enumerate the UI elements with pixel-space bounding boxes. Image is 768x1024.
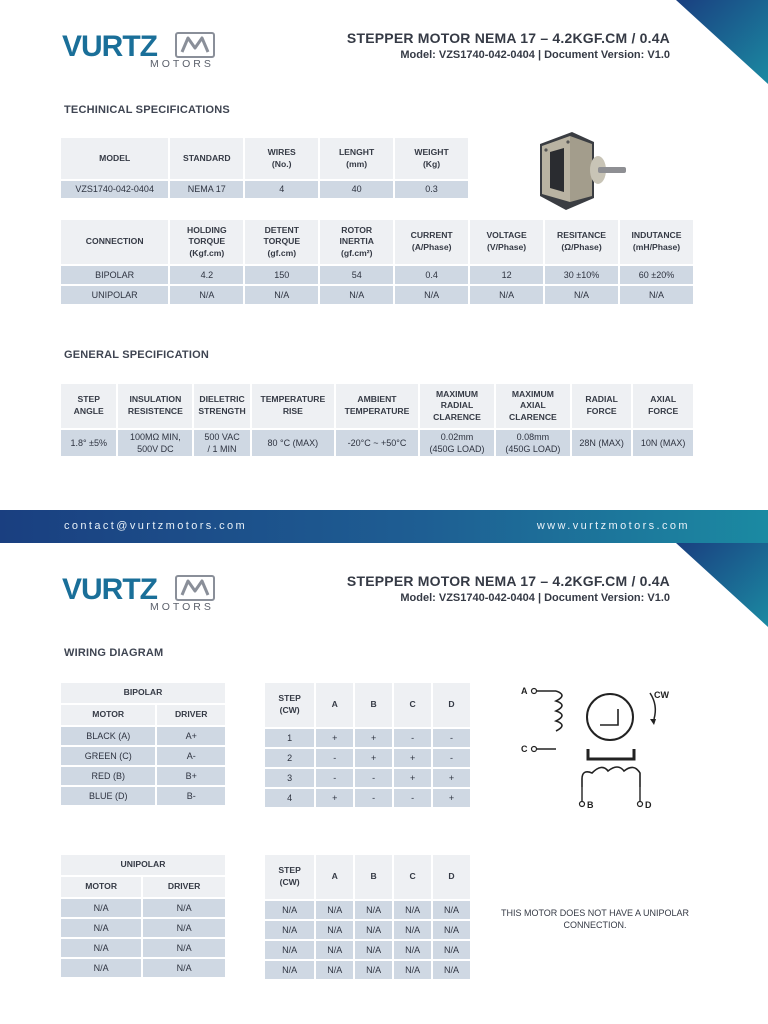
diagram-label-d: D xyxy=(645,800,652,810)
table-title-row xyxy=(61,683,225,703)
table-header-cell: INDUTANCE (mH/Phase) xyxy=(620,220,693,264)
table-cell: 500 VAC / 1 MIN xyxy=(194,430,249,456)
table-row xyxy=(61,767,225,785)
table-cell: 1 xyxy=(265,729,314,747)
table-row xyxy=(61,727,225,745)
table-header-row xyxy=(265,855,470,899)
table-cell: N/A xyxy=(433,941,470,959)
table-header-cell: WEIGHT (Kg) xyxy=(395,138,468,179)
brand-mark-icon xyxy=(175,575,215,601)
table-cell: 0.4 xyxy=(395,266,468,284)
table-header-cell: MAXIMUM AXIAL CLARENCE xyxy=(496,384,570,428)
brand-name: VURTZ xyxy=(62,573,157,606)
table-cell: BLACK (A) xyxy=(61,727,155,745)
website-link[interactable]: www.vurtzmotors.com xyxy=(536,520,690,532)
table-cell: 54 xyxy=(320,266,393,284)
table-title: UNIPOLAR xyxy=(61,855,225,875)
table-cell: 40 xyxy=(320,181,393,198)
table-cell: N/A xyxy=(61,919,141,937)
wiring-diagram xyxy=(518,683,678,815)
brand-logo xyxy=(62,28,222,72)
table-row xyxy=(265,921,470,939)
table-cell: N/A xyxy=(470,286,543,304)
table-row xyxy=(61,787,225,805)
unipolar-wiring-table xyxy=(59,853,227,979)
table-row xyxy=(265,901,470,919)
table-row xyxy=(265,729,470,747)
table-row xyxy=(61,266,693,284)
table-cell: 0.02mm (450G LOAD) xyxy=(420,430,494,456)
table-header-row xyxy=(61,138,468,179)
table-header-cell: TEMPERATURE RISE xyxy=(252,384,334,428)
table-cell: - xyxy=(394,789,431,807)
table-cell: + xyxy=(355,729,392,747)
table-cell: 0.3 xyxy=(395,181,468,198)
table-header-cell: AXIAL FORCE xyxy=(633,384,693,428)
table-row xyxy=(61,181,468,198)
general-spec-table xyxy=(59,382,695,458)
table-header-cell: STEP ANGLE xyxy=(61,384,116,428)
table-cell: + xyxy=(394,769,431,787)
table-header-cell: DIELETRIC STRENGTH xyxy=(194,384,249,428)
diagram-label-a: A xyxy=(521,686,528,696)
table-cell: RED (B) xyxy=(61,767,155,785)
table-cell: N/A xyxy=(143,939,225,957)
table-cell: N/A xyxy=(265,901,314,919)
table-cell: 30 ±10% xyxy=(545,266,618,284)
table-cell: -20°C ~ +50°C xyxy=(336,430,418,456)
table-header-row xyxy=(61,705,225,725)
table-header-cell: RESITANCE (Ω/Phase) xyxy=(545,220,618,264)
table-header-cell: A xyxy=(316,683,353,727)
table-cell: BLUE (D) xyxy=(61,787,155,805)
table-row xyxy=(61,286,693,304)
table-row xyxy=(61,939,225,957)
table-cell: 0.08mm (450G LOAD) xyxy=(496,430,570,456)
table-cell: VZS1740-042-0404 xyxy=(61,181,168,198)
table-cell: N/A xyxy=(355,921,392,939)
table-cell: 1.8° ±5% xyxy=(61,430,116,456)
table-row xyxy=(265,749,470,767)
table-header-cell: WIRES (No.) xyxy=(245,138,318,179)
table-cell: 150 xyxy=(245,266,318,284)
brand-subtitle: MOTORS xyxy=(150,58,214,70)
table-header-cell: CONNECTION xyxy=(61,220,168,264)
table-cell: A- xyxy=(157,747,225,765)
table-cell: N/A xyxy=(620,286,693,304)
section-title-general: GENERAL SPECIFICATION xyxy=(64,349,209,361)
table-cell: 10N (MAX) xyxy=(633,430,693,456)
brand-name: VURTZ xyxy=(62,30,157,63)
table-cell: + xyxy=(394,749,431,767)
table-cell: BIPOLAR xyxy=(61,266,168,284)
table-header-cell: B xyxy=(355,683,392,727)
table-cell: N/A xyxy=(61,899,141,917)
table-cell: 3 xyxy=(265,769,314,787)
table-header-cell: DETENT TORQUE (gf.cm) xyxy=(245,220,318,264)
table-row xyxy=(265,941,470,959)
table-cell: N/A xyxy=(394,941,431,959)
table-header-cell: C xyxy=(394,855,431,899)
table-cell: - xyxy=(355,769,392,787)
unipolar-step-table xyxy=(263,853,472,981)
table-row xyxy=(61,959,225,977)
table-cell: + xyxy=(316,729,353,747)
technical-table-electrical xyxy=(59,218,695,306)
table-title: BIPOLAR xyxy=(61,683,225,703)
table-row xyxy=(265,769,470,787)
table-cell: B- xyxy=(157,787,225,805)
table-cell: N/A xyxy=(143,899,225,917)
diagram-label-b: B xyxy=(587,800,594,810)
unipolar-note: THIS MOTOR DOES NOT HAVE A UNIPOLAR CONNECTION. xyxy=(500,908,690,930)
table-cell: GREEN (C) xyxy=(61,747,155,765)
table-row xyxy=(61,919,225,937)
table-header-cell: A xyxy=(316,855,353,899)
table-row xyxy=(61,430,693,456)
technical-table-general xyxy=(59,136,470,200)
table-row xyxy=(61,747,225,765)
table-cell: N/A xyxy=(143,959,225,977)
table-cell: N/A xyxy=(265,941,314,959)
table-cell: N/A xyxy=(316,961,353,979)
section-title-technical: TECHINICAL SPECIFICATIONS xyxy=(64,104,230,116)
table-cell: 100MΩ MIN, 500V DC xyxy=(118,430,192,456)
table-cell: + xyxy=(316,789,353,807)
table-cell: N/A xyxy=(61,939,141,957)
table-cell: N/A xyxy=(143,919,225,937)
table-cell: 4 xyxy=(245,181,318,198)
table-cell: N/A xyxy=(433,901,470,919)
table-cell: N/A xyxy=(394,961,431,979)
table-header-cell: STEP (CW) xyxy=(265,683,314,727)
table-cell: - xyxy=(316,769,353,787)
table-header-cell: MODEL xyxy=(61,138,168,179)
table-header-cell: C xyxy=(394,683,431,727)
brand-subtitle: MOTORS xyxy=(150,601,214,613)
table-header-cell: MAXIMUM RADIAL CLARENCE xyxy=(420,384,494,428)
footer-banner xyxy=(0,510,768,543)
stepper-motor-image xyxy=(532,130,632,212)
bipolar-step-table xyxy=(263,681,472,809)
table-cell: N/A xyxy=(265,961,314,979)
table-cell: N/A xyxy=(320,286,393,304)
diagram-label-c: C xyxy=(521,744,528,754)
table-cell: N/A xyxy=(433,961,470,979)
table-cell: N/A xyxy=(433,921,470,939)
table-header-cell: DRIVER xyxy=(143,877,225,897)
table-cell: 12 xyxy=(470,266,543,284)
table-header-cell: RADIAL FORCE xyxy=(572,384,632,428)
corner-decoration-top xyxy=(668,0,768,84)
table-cell: N/A xyxy=(395,286,468,304)
contact-email[interactable]: contact@vurtzmotors.com xyxy=(64,520,248,532)
table-cell: N/A xyxy=(61,959,141,977)
table-cell: A+ xyxy=(157,727,225,745)
table-header-cell: D xyxy=(433,855,470,899)
table-cell: N/A xyxy=(316,941,353,959)
brand-mark-icon xyxy=(175,32,215,58)
table-cell: 80 °C (MAX) xyxy=(252,430,334,456)
table-cell: + xyxy=(433,769,470,787)
table-header-cell: STANDARD xyxy=(170,138,243,179)
document-title: STEPPER MOTOR NEMA 17 – 4.2KGF.CM / 0.4A xyxy=(346,30,670,46)
brand-logo-page2 xyxy=(62,571,222,615)
table-cell: - xyxy=(355,789,392,807)
table-cell: - xyxy=(433,749,470,767)
table-row xyxy=(61,899,225,917)
document-title-page2: STEPPER MOTOR NEMA 17 – 4.2KGF.CM / 0.4A xyxy=(346,573,670,589)
document-meta: Model: VZS1740-042-0404 | Document Version: V1.0 xyxy=(400,49,670,61)
table-header-cell: ROTOR INERTIA (gf.cm²) xyxy=(320,220,393,264)
table-cell: N/A xyxy=(545,286,618,304)
table-cell: N/A xyxy=(355,901,392,919)
table-header-cell: AMBIENT TEMPERATURE xyxy=(336,384,418,428)
table-cell: N/A xyxy=(265,921,314,939)
table-header-cell: MOTOR xyxy=(61,705,155,725)
bipolar-wiring-table xyxy=(59,681,227,807)
table-header-cell: D xyxy=(433,683,470,727)
table-cell: 60 ±20% xyxy=(620,266,693,284)
table-cell: B+ xyxy=(157,767,225,785)
table-header-row xyxy=(61,384,693,428)
table-cell: N/A xyxy=(394,921,431,939)
table-title-row xyxy=(61,855,225,875)
table-cell: + xyxy=(355,749,392,767)
table-cell: N/A xyxy=(316,921,353,939)
table-cell: - xyxy=(316,749,353,767)
table-header-cell: MOTOR xyxy=(61,877,141,897)
table-header-row xyxy=(61,877,225,897)
table-cell: 28N (MAX) xyxy=(572,430,632,456)
table-cell: UNIPOLAR xyxy=(61,286,168,304)
table-cell: - xyxy=(433,729,470,747)
table-header-cell: LENGHT (mm) xyxy=(320,138,393,179)
table-cell: 4.2 xyxy=(170,266,243,284)
table-row xyxy=(265,789,470,807)
table-header-cell: INSULATION RESISTENCE xyxy=(118,384,192,428)
table-cell: N/A xyxy=(170,286,243,304)
table-cell: N/A xyxy=(245,286,318,304)
document-meta-page2: Model: VZS1740-042-0404 | Document Version: V1.0 xyxy=(400,592,670,604)
table-cell: N/A xyxy=(316,901,353,919)
table-cell: N/A xyxy=(394,901,431,919)
diagram-label-cw: CW xyxy=(654,690,669,700)
table-header-cell: B xyxy=(355,855,392,899)
table-header-row xyxy=(265,683,470,727)
table-header-cell: CURRENT (A/Phase) xyxy=(395,220,468,264)
corner-decoration-page2 xyxy=(668,543,768,627)
table-cell: N/A xyxy=(355,961,392,979)
table-cell: - xyxy=(394,729,431,747)
table-row xyxy=(265,961,470,979)
table-cell: NEMA 17 xyxy=(170,181,243,198)
table-cell: 2 xyxy=(265,749,314,767)
table-header-cell: HOLDING TORQUE (Kgf.cm) xyxy=(170,220,243,264)
table-header-row xyxy=(61,220,693,264)
table-header-cell: STEP (CW) xyxy=(265,855,314,899)
table-header-cell: VOLTAGE (V/Phase) xyxy=(470,220,543,264)
table-header-cell: DRIVER xyxy=(157,705,225,725)
section-title-wiring: WIRING DIAGRAM xyxy=(64,647,164,659)
table-cell: + xyxy=(433,789,470,807)
table-cell: 4 xyxy=(265,789,314,807)
table-cell: N/A xyxy=(355,941,392,959)
